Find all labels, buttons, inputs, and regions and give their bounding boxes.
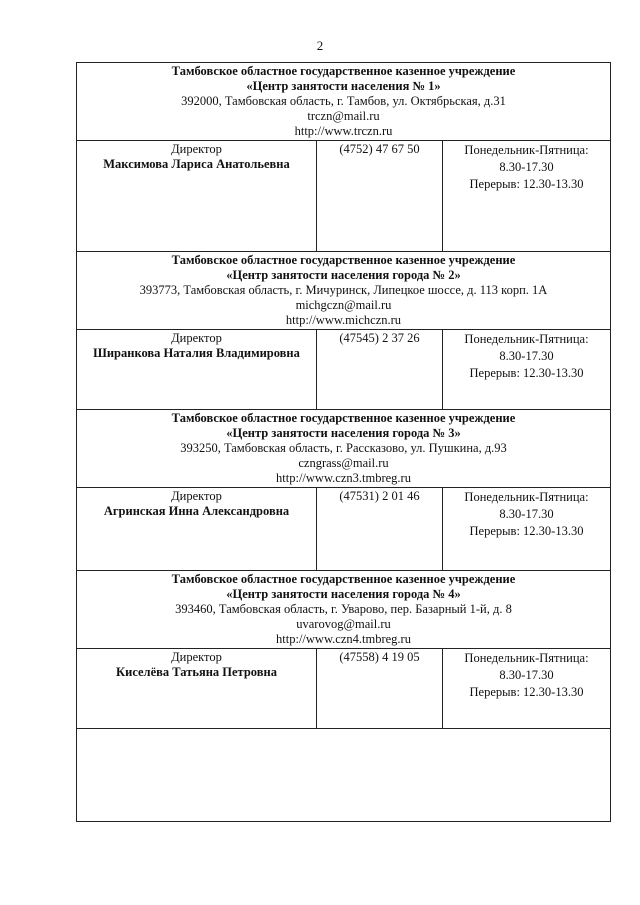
org-header <box>77 252 611 330</box>
org-header-row <box>77 252 611 330</box>
phone-cell <box>317 488 443 571</box>
hours-cell <box>443 488 611 571</box>
director-cell <box>77 141 317 252</box>
org-website: http://www.czn3.tmbreg.ru <box>276 471 411 485</box>
hours-break: Перерыв: 12.30-13.30 <box>469 177 584 191</box>
org-info-row <box>77 330 611 410</box>
phone-number: (47558) 4 19 05 <box>339 650 420 664</box>
hours-time: 8.30-17.30 <box>499 160 554 174</box>
org-name: «Центр занятости населения города № 4» <box>226 587 461 601</box>
org-name: «Центр занятости населения № 1» <box>246 79 441 93</box>
hours-cell <box>443 649 611 729</box>
org-email: michgczn@mail.ru <box>295 298 392 312</box>
director-role: Директор <box>171 650 222 664</box>
org-email: czngrass@mail.ru <box>298 456 389 470</box>
director-role: Директор <box>171 489 222 503</box>
director-name: Киселёва Татьяна Петровна <box>116 665 277 679</box>
hours-days: Понедельник-Пятница: <box>464 651 589 665</box>
phone-cell <box>317 141 443 252</box>
phone-number: (4752) 47 67 50 <box>339 142 420 156</box>
hours-time: 8.30-17.30 <box>499 507 554 521</box>
org-info-row <box>77 649 611 729</box>
director-cell <box>77 330 317 410</box>
hours-time: 8.30-17.30 <box>499 668 554 682</box>
page-number: 2 <box>316 38 324 53</box>
hours-cell <box>443 141 611 252</box>
director-name: Агринская Инна Александровна <box>103 504 290 518</box>
empty-row <box>77 729 611 822</box>
org-type: Тамбовское областное государственное казенное учреждение <box>171 572 516 586</box>
org-address: 392000, Тамбовская область, г. Тамбов, ул. Октябрьская, д.31 <box>181 94 506 108</box>
hours-time: 8.30-17.30 <box>499 349 554 363</box>
org-address: 393773, Тамбовская область, г. Мичуринск, Липецкое шоссе, д. 113 корп. 1А <box>139 283 548 297</box>
org-info-row <box>77 141 611 252</box>
org-name: «Центр занятости населения города № 2» <box>226 268 461 282</box>
phone-cell <box>317 330 443 410</box>
hours-break: Перерыв: 12.30-13.30 <box>469 685 584 699</box>
phone-number: (47531) 2 01 46 <box>339 489 420 503</box>
org-website: http://www.trczn.ru <box>294 124 393 138</box>
org-address: 393250, Тамбовская область, г. Рассказово, ул. Пушкина, д.93 <box>180 441 507 455</box>
org-header-row <box>77 63 611 141</box>
hours-break: Перерыв: 12.30-13.30 <box>469 366 584 380</box>
employment-centers-table <box>76 62 611 822</box>
org-header-row <box>77 410 611 488</box>
org-email: uvarovog@mail.ru <box>296 617 391 631</box>
hours-days: Понедельник-Пятница: <box>464 332 589 346</box>
hours-days: Понедельник-Пятница: <box>464 143 589 157</box>
org-type: Тамбовское областное государственное казенное учреждение <box>171 411 516 425</box>
org-address: 393460, Тамбовская область, г. Уварово, пер. Базарный 1-й, д. 8 <box>175 602 512 616</box>
phone-cell <box>317 649 443 729</box>
org-header-row <box>77 571 611 649</box>
empty-cell <box>77 729 611 822</box>
org-name: «Центр занятости населения города № 3» <box>226 426 461 440</box>
org-header <box>77 63 611 141</box>
org-type: Тамбовское областное государственное казенное учреждение <box>171 64 516 78</box>
org-website: http://www.michczn.ru <box>285 313 402 327</box>
phone-number: (47545) 2 37 26 <box>339 331 420 345</box>
org-type: Тамбовское областное государственное казенное учреждение <box>171 253 516 267</box>
director-role: Директор <box>171 331 222 345</box>
director-name: Максимова Лариса Анатольевна <box>103 157 290 171</box>
hours-cell <box>443 330 611 410</box>
org-header <box>77 571 611 649</box>
org-website: http://www.czn4.tmbreg.ru <box>276 632 411 646</box>
hours-days: Понедельник-Пятница: <box>464 490 589 504</box>
org-email: trczn@mail.ru <box>307 109 380 123</box>
org-info-row <box>77 488 611 571</box>
director-cell <box>77 488 317 571</box>
director-cell <box>77 649 317 729</box>
director-role: Директор <box>171 142 222 156</box>
org-header <box>77 410 611 488</box>
director-name: Ширанкова Наталия Владимировна <box>93 346 300 360</box>
hours-break: Перерыв: 12.30-13.30 <box>469 524 584 538</box>
